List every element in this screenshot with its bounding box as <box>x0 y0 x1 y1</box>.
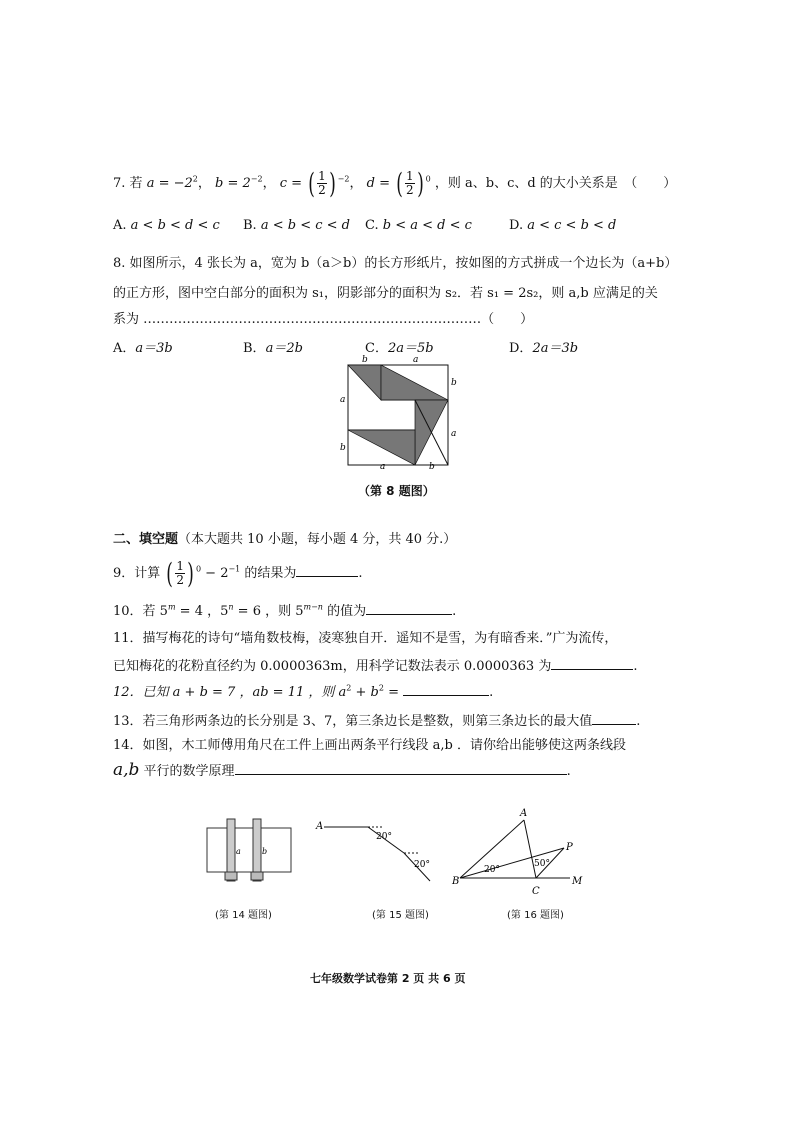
q11-answer-blank[interactable] <box>551 655 633 670</box>
q9-exp0: 0 <box>195 564 202 574</box>
q9-line: 9．计算 ( $\frac{1}{2}$ ) $^0 - 2^{-1}$ 的结果为 . <box>113 556 363 590</box>
q8-caption: （第 8 题图） <box>358 484 435 498</box>
section-2-heading <box>113 528 456 547</box>
q8-option-c: C．2a＝5b <box>365 341 434 356</box>
q7-b-expr: b = 2 <box>215 176 251 191</box>
q13-answer-blank[interactable] <box>592 710 636 725</box>
figure-15 <box>312 815 442 887</box>
q11-line2: 已知梅花的花粉直径约为 0.0000363m，用科学记数法表示 0.0000363 为 . <box>113 655 637 674</box>
q8-label-b-right: b <box>451 378 457 388</box>
q8-option-d: D．2a＝3b <box>509 341 579 356</box>
fig16-label-B: B <box>452 876 460 887</box>
q7-option-b: B. a < b < c < d <box>243 218 350 233</box>
q7-b-exp: −2 <box>250 174 263 184</box>
q14-answer-blank[interactable] <box>235 760 567 775</box>
q7-option-a: A. a < b < d < c <box>113 218 220 233</box>
figure-15-caption: (第 15 题图) <box>372 910 429 921</box>
page-footer: 七年级数学试卷第 2 页 共 6 页 <box>310 972 466 985</box>
section-2-desc: （本大题共 10 小题，每小题 4 分，共 40 分.） <box>178 532 457 547</box>
fig15-angle2: 20° <box>414 860 430 870</box>
q13-line: 13．若三角形两条边的长分别是 3、7，第三条边长是整数，则第三条边长的最大值 . <box>113 710 640 729</box>
q9-minus: − 2 <box>205 566 229 581</box>
fig14-label-a: a <box>236 847 241 856</box>
q8-label-a-bottom: a <box>380 462 386 470</box>
q7-d-fraction: $\frac{1}{2}$ <box>406 169 414 197</box>
q14-line2: a,b 平行的数学原理 . <box>113 760 571 780</box>
q7-c-fraction: $\frac{1}{2}$ <box>318 169 326 197</box>
figure-14 <box>205 816 295 884</box>
q8-option-b: B．a＝2b <box>243 341 303 356</box>
fig15-angle1: 20° <box>376 832 392 842</box>
q7-a-expr: a = −2 <box>146 176 193 191</box>
q10-answer-blank[interactable] <box>366 600 452 615</box>
fig16-angle1: 20° <box>484 865 500 875</box>
fig16-label-M: M <box>572 876 583 887</box>
q9-exp1: −1 <box>228 564 241 574</box>
q8-line2: 的正方形，图中空白部分的面积为 s₁，阴影部分的面积为 s₂．若 s₁ = 2s₂，则 a,b 应满足的关 <box>113 286 658 301</box>
q8-shaded-1 <box>348 365 381 400</box>
fig16-label-P: P <box>566 842 573 853</box>
q11-line1: 11．描写梅花的诗句“墙角数枝梅，凌寒独自开．遥知不是雪，为有暗香来．”广为流传， <box>113 631 618 646</box>
q7-d-expr: d = <box>366 176 390 191</box>
q9-tail: 的结果为 <box>244 566 297 581</box>
q7-c-exp: −2 <box>337 174 350 184</box>
fig14-label-b: b <box>262 847 268 856</box>
fig16-label-C: C <box>532 886 540 896</box>
fig16-label-A: A <box>520 808 528 819</box>
q12-text: 12．已知 a + b = 7 ，ab = 11 ，则 a <box>113 685 347 700</box>
fig16-angle2: 50° <box>534 859 550 869</box>
q9-answer-blank[interactable] <box>296 562 358 577</box>
figure-16 <box>450 804 590 896</box>
figure-16-caption: (第 16 题图) <box>507 910 564 921</box>
q8-shaded-4 <box>348 430 415 465</box>
q8-option-a: A．a＝3b <box>113 341 173 356</box>
q8-line1: 8. 如图所示，4 张长为 a，宽为 b（a＞b）的长方形纸片，按如图的方式拼成一个边长为（a+b） <box>113 256 678 271</box>
q7-d-exp: 0 <box>425 174 431 184</box>
q10-line: 10．若 $5^m = 4$ ，$5^n = 6$ ，则 $5^{m-n}$ 的值为 . <box>113 600 456 619</box>
q8-label-b-left: b <box>340 443 346 453</box>
q9-lead: 9．计算 <box>113 566 161 581</box>
q7-option-d: D. a < c < b < d <box>509 218 617 233</box>
q7-c-expr: c = <box>279 176 303 191</box>
q14-line1: 14．如图，木工师傅用角尺在工件上画出两条平行线段 a,b ．请你给出能够使这两条线段 <box>113 738 627 753</box>
q7-number: 7. <box>113 176 126 191</box>
q8-figure <box>335 352 465 470</box>
figure-14-caption: (第 14 题图) <box>215 910 272 921</box>
q8-label-b-top: b <box>362 355 368 365</box>
q12-answer-blank[interactable] <box>403 681 489 696</box>
fig15-label-A: A <box>316 821 324 832</box>
q7-line: 7. 若 $a = -2^2$， $b = 2^{-2}$， c = ( $\frac{1}{2}$ ) $^{-2}$， d = ( $\frac{1}{2}$ ) $^0$ ，则 a、b、c、d 的大小关系是 （ ） <box>113 166 677 200</box>
q8-line3: 系为 ……………………………………………………………………（ ） <box>113 312 534 327</box>
section-2-title: 二、填空题 <box>113 532 179 547</box>
q9-fraction: $\frac{1}{2}$ <box>176 559 184 587</box>
q12-line: 12．已知 a + b = 7 ，ab = 11 ，则 $a^2 + b^2$ = . <box>113 681 493 700</box>
q8-label-b-bottom: b <box>429 462 435 470</box>
q7-tail: ，则 a、b、c、d 的大小关系是 （ ） <box>434 176 677 191</box>
q7-a-exp: 2 <box>192 174 198 184</box>
q8-shaded-2 <box>381 365 448 400</box>
q8-label-a-left: a <box>340 395 346 405</box>
q7-lead: 若 <box>129 176 143 191</box>
q7-option-c: C. b < a < d < c <box>365 218 472 233</box>
q8-label-a-top: a <box>413 355 419 365</box>
q10-text: 10．若 5 <box>113 604 168 619</box>
q8-label-a-right: a <box>451 429 457 439</box>
